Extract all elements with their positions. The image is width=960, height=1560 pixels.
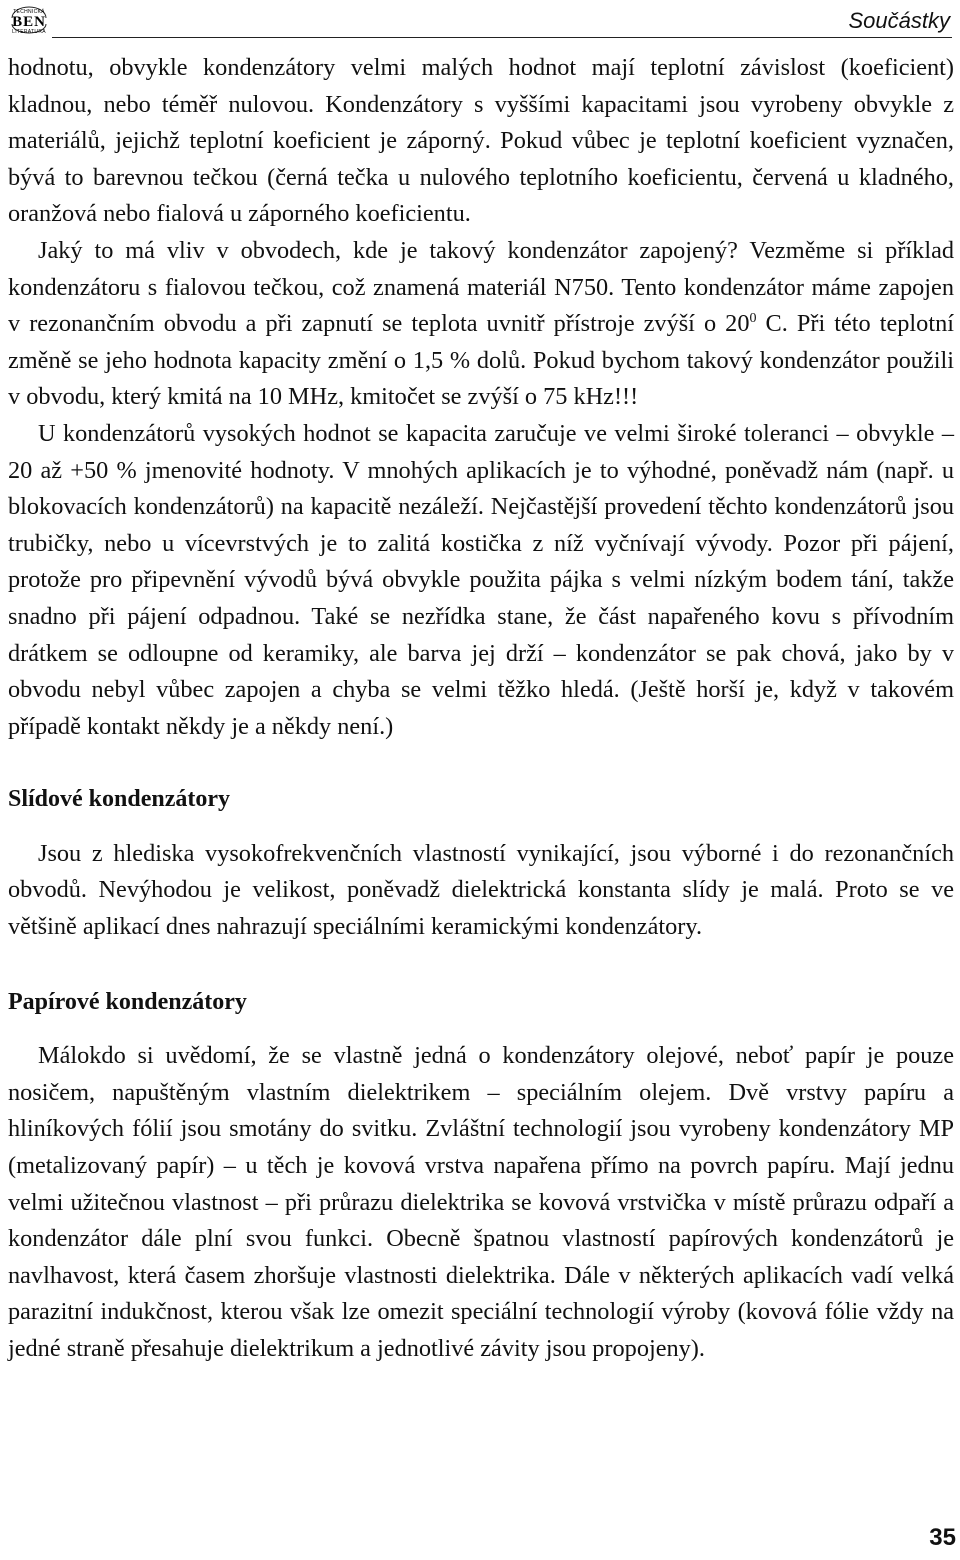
paragraph-circuit-effect (8, 233, 954, 416)
paragraph-temperature-coefficient: hodnotu, obvykle kondenzátory velmi malých hodnot mají teplotní závislost (koeficient) kladnou, nebo téměř nulovou. Kondenzátory s vyššími kapacitami jsou vyrobeny obvykle z materiálů, jejichž teplotní koeficient je záporný. Pokud vůbec je teplotní koeficient vyznačen, bývá to barevnou tečkou (černá tečka u nulového teplotního koeficientu, červená u kladného, oranžová nebo fialová u záporného koeficientu. (8, 54, 954, 228)
logo-top-text: TECHNICKÁ (13, 9, 45, 15)
page-content (8, 50, 954, 1368)
logo-main-text: BEN (12, 14, 46, 30)
section-label: Součástky (848, 8, 950, 33)
paragraph-paper-capacitors: Málokdo si uvědomí, že se vlastně jedná o kondenzátory olejové, neboť papír je pouze nosičem, napuštěným vlastním dielektrikem – speciálním olejem. Dvě vrstvy papíru a hliníkových fólií jsou smotány do svitku. Zvláštní technologií jsou vyrobeny kondenzátory MP (metalizovaný papír) – u těch je kovová vrstva napařena přímo na povrch papíru. Mají jednu velmi užitečnou vlastnost – při průrazu dielektrika se kovová vrstvička v místě průrazu odpaří a kondenzátor dále plní svou funkci. Obecně špatnou vlastností papírových kondenzátorů je navlhavost, která časem zhoršuje vlastnosti dielektrika. Dále v některých aplikacích vadí velká parazitní indukčnost, kterou však lze omezit speciální technologií výroby (kovová fólie vždy na jedné straně přesahuje dielektrikum a jednotlivé závity jsou propojeny). (8, 1042, 954, 1362)
ben-logo-emblem (6, 4, 52, 36)
page-number: 35 (929, 1524, 956, 1551)
heading-mica-capacitors: Slídové kondenzátory (8, 786, 231, 813)
paragraph-mica-capacitors: Jsou z hlediska vysokofrekvenčních vlastností vynikající, jsou výborné i do rezonančních obvodů. Nevýhodou je velikost, poněvadž dielektrická konstanta slídy je malá. Proto se ve většině aplikací dnes nahrazují speciálními keramickými kondenzátory. (8, 839, 954, 941)
paragraph-circuit-effect-part2: C. Při této teplotní změně se jeho hodnota kapacity změní o 1,5 % dolů. Pokud bychom takový kondenzátor použili v obvodu, který kmitá na 10 MHz, kmitočet se zvýší o 75 kHz!!! (8, 310, 954, 411)
publisher-logo (6, 4, 52, 36)
heading-paper-capacitors: Papírové kondenzátory (8, 988, 247, 1015)
paragraph-circuit-effect-part1: Jaký to má vliv v obvodech, kde je takový kondenzátor zapojený? Vezměme si příklad kondenzátoru s fialovou tečkou, což znamená materiál N750. Tento kondenzátor máme zapojen v rezonančním obvodu a při zapnutí se teplota uvnitř přístroje zvýší o 20 (8, 236, 954, 338)
page-header (6, 4, 952, 38)
degree-superscript: 0 (749, 311, 757, 327)
logo-bottom-text: LITERATURA (12, 29, 46, 35)
header-rule (52, 37, 952, 38)
paragraph-tolerance: U kondenzátorů vysokých hodnot se kapacita zaručuje ve velmi široké toleranci – obvykle –20 až +50 % jmenovité hodnoty. V mnohých aplikacích je to výhodné, poněvadž nám (např. u blokovacích kondenzátorů) na kapacitě nezáleží. Nejčastější provedení těchto kondenzátorů jsou trubičky, nebo u vícevrstvých je to zalitá kostička z níž vyčnívají vývody. Pozor při pájení, protože pro připevnění vývodů bývá obvykle použita pájka s velmi nízkým bodem tání, takže snadno při pájení odpadnou. Také se nezřídka stane, že část napařeného kovu s přívodním drátkem se odloupne od keramiky, ale barva jej drží – kondenzátor se pak chová, jako by v obvodu nebyl vůbec zapojen a chyba se velmi těžko hledá. (Ještě horší je, když v takovém případě kontakt někdy je a někdy není.) (8, 419, 954, 740)
